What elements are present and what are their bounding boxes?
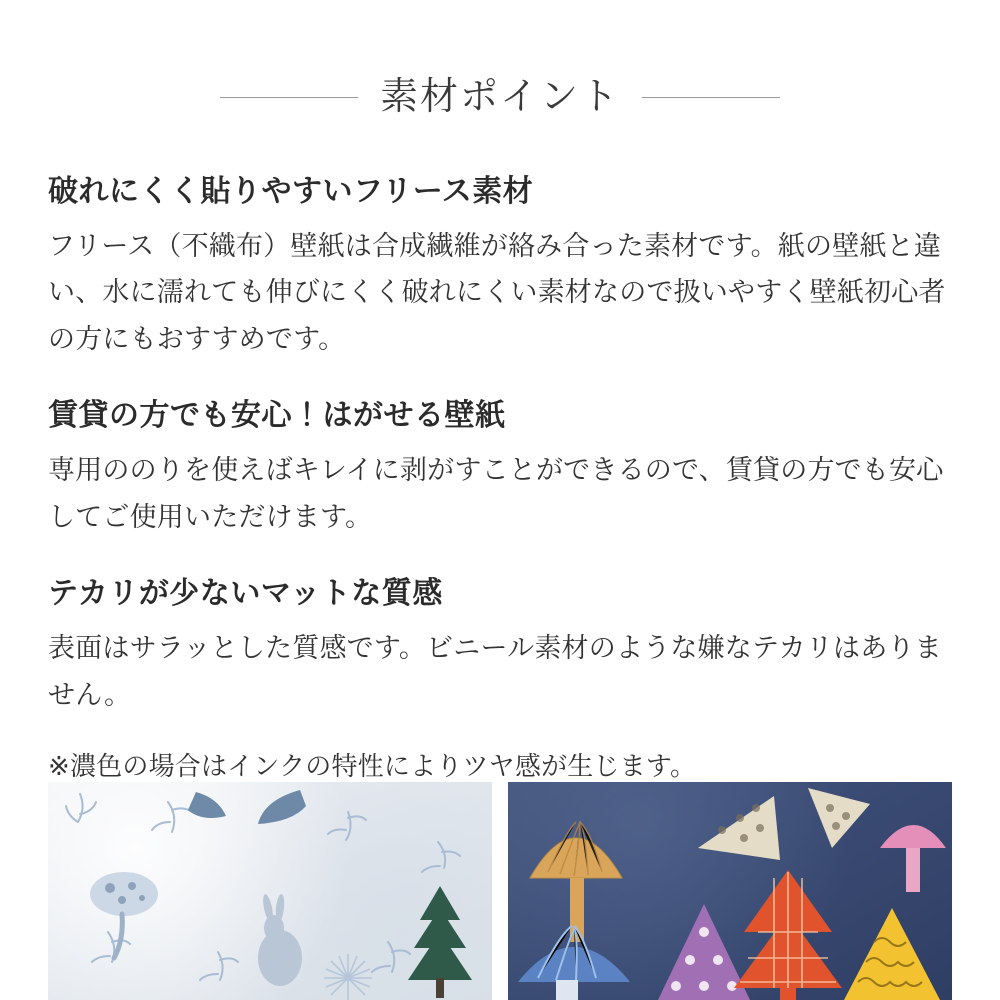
point-body: 表面はサラッとした質感です。ビニール素材のような嫌なテカリはありません。 [48,633,942,710]
point-block-fleece [48,172,952,362]
page-title: 素材ポイント [379,76,620,118]
heading-rule-right [642,97,780,98]
point-body: 専用ののりを使えばキレイに剥がすことができるので、賃貸の方でも安心してご使用いただけます。 [48,455,944,532]
point-block-matte [48,574,952,788]
wallpaper-sample-light-photo [48,782,492,1000]
point-title: テカリが少ないマットな質感 [48,577,443,611]
point-title: 賃貸の方でも安心！はがせる壁紙 [48,399,506,433]
section-heading [0,0,1000,116]
point-block-removable [48,396,952,540]
point-note: ※濃色の場合はインクの特性によりツヤ感が生じます。 [48,751,697,782]
wallpaper-sample-navy-photo [508,782,952,1000]
point-body: フリース（不織布）壁紙は合成繊維が絡み合った素材です。紙の壁紙と違い、水に濡れても伸びにくく破れにくい素材なので扱いやすく壁紙初心者の方にもおすすめです。 [48,231,946,354]
heading-rule-left [220,97,358,98]
content-area [0,172,1000,788]
photo-strip [48,782,952,1000]
point-title: 破れにくく貼りやすいフリース素材 [48,175,534,208]
